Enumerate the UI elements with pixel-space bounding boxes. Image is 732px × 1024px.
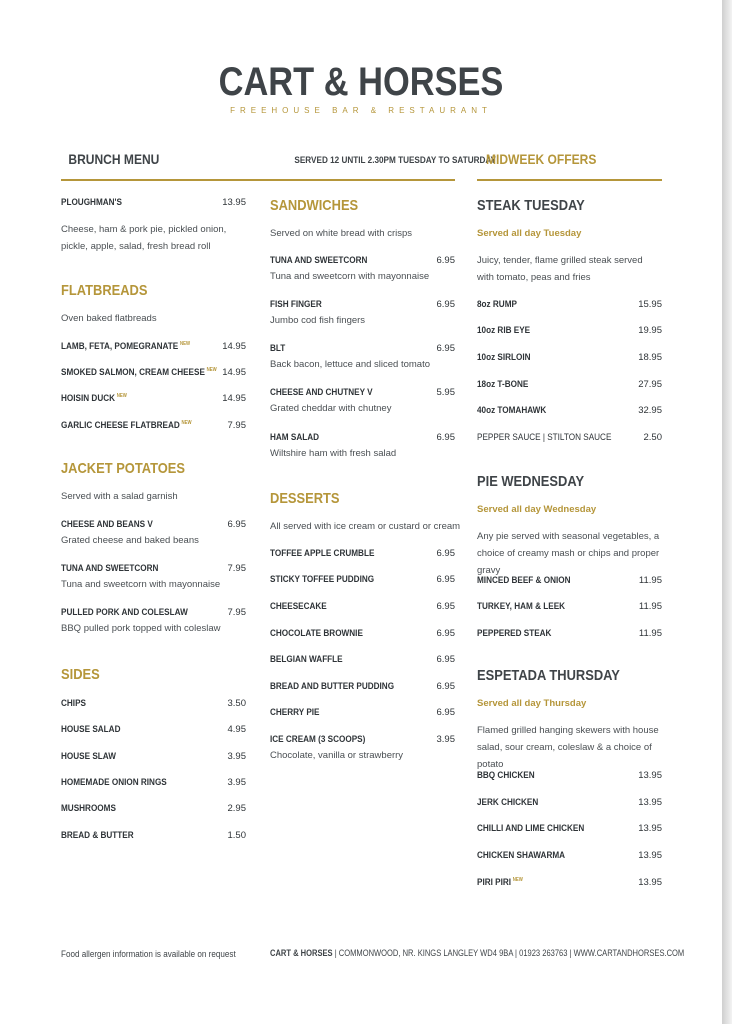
menu-item-cheesecake <box>270 601 455 615</box>
ploughmans-description: Cheese, ham & pork pie, pickled onion, pickle, apple, salad, fresh bread roll <box>61 224 227 252</box>
item-name: 10oz SIRLOIN <box>477 352 531 363</box>
menu-item-sirloin <box>477 352 662 366</box>
pie-served-note: Served all day Wednesday <box>477 504 597 515</box>
menu-item-ice-cream <box>270 734 455 761</box>
restaurant-title: CART & HORSES <box>218 60 504 104</box>
item-price: 15.95 <box>638 299 662 310</box>
item-note: BBQ pulled pork topped with coleslaw <box>61 623 221 634</box>
menu-item-sauces <box>477 432 662 446</box>
steak-served-note: Served all day Tuesday <box>477 228 582 239</box>
item-name: TUNA AND SWEETCORN <box>61 563 159 574</box>
menu-item-cheese-chutney <box>270 387 455 414</box>
espetada-description: Flamed grilled hanging skewers with house salad, sour cream, coleslaw & a choice of potato <box>477 725 659 770</box>
served-times: SERVED 12 UNTIL 2.30PM TUESDAY TO SATURDAY <box>294 155 496 166</box>
new-badge: NEW <box>512 877 523 883</box>
menu-item-house-slaw <box>61 751 246 765</box>
restaurant-subtitle: FREEHOUSE BAR & RESTAURANT <box>230 106 492 115</box>
item-price: 3.95 <box>227 777 246 788</box>
item-name: CHEESE AND BEANS V <box>61 519 153 530</box>
footer-address: | COMMONWOOD, NR. KINGS LANGLEY WD4 9BA | 01923 263763 | WWW.CARTANDHORSES.COM <box>332 948 685 958</box>
item-note: Grated cheddar with chutney <box>270 403 392 414</box>
desserts-title: DESSERTS <box>270 490 340 507</box>
item-price: 6.95 <box>436 628 455 639</box>
sides-title: SIDES <box>61 666 100 683</box>
jacket-potatoes-title: JACKET POTATOES <box>61 460 186 477</box>
item-name: GARLIC CHEESE FLATBREAD $^{NEW}$ <box>61 420 192 432</box>
item-note: Chocolate, vanilla or strawberry <box>270 750 404 761</box>
midweek-rule <box>477 179 662 181</box>
page-edge-shadow <box>722 0 732 1024</box>
item-price: 13.95 <box>638 823 662 834</box>
item-price: 6.95 <box>436 681 455 692</box>
item-price: 7.95 <box>227 607 246 618</box>
menu-item-chips <box>61 698 246 712</box>
menu-item-blt <box>270 343 455 370</box>
item-name: LAMB, FETA, POMEGRANATE $^{NEW}$ <box>61 341 191 353</box>
footer-contact <box>270 948 684 958</box>
item-name: ICE CREAM (3 SCOOPS) <box>270 734 366 745</box>
item-price: 13.95 <box>638 877 662 888</box>
pie-description: Any pie served with seasonal vegetables, a choice of creamy mash or chips and proper gravy <box>477 531 660 576</box>
item-note: Grated cheese and baked beans <box>61 535 199 546</box>
item-price: 7.95 <box>227 563 246 574</box>
item-price: 3.95 <box>436 734 455 745</box>
item-name: PEPPER SAUCE | STILTON SAUCE <box>477 432 612 443</box>
item-price: 13.95 <box>638 797 662 808</box>
menu-item-rump <box>477 299 662 313</box>
item-price: 6.95 <box>436 654 455 665</box>
item-name: CHEESE AND CHUTNEY V <box>270 387 373 398</box>
pie-wednesday-title: PIE WEDNESDAY <box>477 473 585 490</box>
menu-item-rib-eye <box>477 325 662 339</box>
item-name: HOMEMADE ONION RINGS <box>61 777 167 788</box>
item-name: CHIPS <box>61 698 86 709</box>
item-price: 6.95 <box>436 707 455 718</box>
item-price: 6.95 <box>436 432 455 443</box>
item-name: 10oz RIB EYE <box>477 325 531 336</box>
item-name: SMOKED SALMON, CREAM CHEESE $^{NEW}$ <box>61 367 217 379</box>
item-price: 11.95 <box>638 628 662 639</box>
item-name: BBQ CHICKEN <box>477 770 535 781</box>
item-price: 2.95 <box>227 803 246 814</box>
item-price: 6.95 <box>436 299 455 310</box>
item-name: CHEESECAKE <box>270 601 327 612</box>
item-name: BREAD & BUTTER <box>61 830 134 841</box>
desserts-description: All served with ice cream or custard or cream <box>270 521 461 532</box>
brunch-menu-heading: BRUNCH MENU <box>68 151 160 167</box>
item-price: 1.50 <box>227 830 246 841</box>
new-badge: NEW <box>116 393 127 399</box>
menu-item-lamb-feta <box>61 341 246 355</box>
item-name: TUNA AND SWEETCORN <box>270 255 368 266</box>
menu-item-peppered-steak <box>477 628 662 642</box>
steak-tuesday-title: STEAK TUESDAY <box>477 197 585 214</box>
menu-item-pulled-pork <box>61 607 246 634</box>
sandwiches-title: SANDWICHES <box>270 197 359 214</box>
flatbreads-description: Oven baked flatbreads <box>61 313 157 324</box>
item-note: Back bacon, lettuce and sliced tomato <box>270 359 431 370</box>
flatbreads-title: FLATBREADS <box>61 282 148 299</box>
new-badge: NEW <box>206 367 217 373</box>
item-price: 14.95 <box>222 393 246 404</box>
menu-item-bbq-chicken <box>477 770 662 784</box>
menu-item-mushrooms <box>61 803 246 817</box>
item-price: 13.95 <box>638 850 662 861</box>
menu-item-waffle <box>270 654 455 668</box>
menu-item-chilli-lime <box>477 823 662 837</box>
item-price: 32.95 <box>638 405 662 416</box>
item-name: BREAD AND BUTTER PUDDING <box>270 681 395 692</box>
item-price: 27.95 <box>638 379 662 390</box>
menu-item-ham-salad <box>270 432 455 459</box>
item-note: Tuna and sweetcorn with mayonnaise <box>61 579 221 590</box>
sandwiches-description: Served on white bread with crisps <box>270 228 413 239</box>
menu-item-toffee-apple <box>270 548 455 562</box>
item-name: 8oz RUMP <box>477 299 517 310</box>
item-name: MUSHROOMS <box>61 803 116 814</box>
item-price: 6.95 <box>436 548 455 559</box>
item-note: Tuna and sweetcorn with mayonnaise <box>270 271 430 282</box>
menu-item-tomahawk <box>477 405 662 419</box>
menu-item-t-bone <box>477 379 662 393</box>
footer-brand: CART & HORSES <box>270 948 333 958</box>
steak-description: Juicy, tender, flame grilled steak served with tomato, peas and fries <box>477 255 643 283</box>
brunch-rule <box>61 179 455 181</box>
jacket-description: Served with a salad garnish <box>61 491 178 502</box>
allergen-note: Food allergen information is available on request <box>61 949 236 959</box>
menu-item-house-salad <box>61 724 246 738</box>
item-price: 3.95 <box>227 751 246 762</box>
item-name: CHICKEN SHAWARMA <box>477 850 566 861</box>
item-name: HOUSE SALAD <box>61 724 121 735</box>
item-price: 11.95 <box>638 601 662 612</box>
menu-item-sticky-toffee <box>270 574 455 588</box>
item-name: PULLED PORK AND COLESLAW <box>61 607 188 618</box>
menu-item-cherry-pie <box>270 707 455 721</box>
item-name: PLOUGHMAN'S <box>61 197 122 208</box>
item-note: Wiltshire ham with fresh salad <box>270 448 397 459</box>
item-name: FISH FINGER <box>270 299 322 310</box>
menu-item-cheese-beans <box>61 519 246 546</box>
menu-item-brownie <box>270 628 455 642</box>
item-name: CHILLI AND LIME CHICKEN <box>477 823 585 834</box>
item-price: 11.95 <box>638 575 662 586</box>
item-price: 19.95 <box>638 325 662 336</box>
menu-item-tuna-jacket <box>61 563 246 590</box>
menu-item-turkey-ham-leek <box>477 601 662 615</box>
menu-item-smoked-salmon <box>61 367 246 381</box>
menu-item-tuna-sandwich <box>270 255 455 282</box>
item-name: HAM SALAD <box>270 432 320 443</box>
menu-item-bread-butter <box>61 830 246 844</box>
item-price: 7.95 <box>227 420 246 431</box>
item-price: 13.95 <box>638 770 662 781</box>
menu-item-bread-butter-pudding <box>270 681 455 695</box>
item-price: 13.95 <box>222 197 246 208</box>
item-price: 6.95 <box>436 601 455 612</box>
item-price: 6.95 <box>436 343 455 354</box>
item-name: CHERRY PIE <box>270 707 320 718</box>
menu-item-fish-finger <box>270 299 455 326</box>
item-name: JERK CHICKEN <box>477 797 539 808</box>
item-name: PIRI PIRI $^{NEW}$ <box>477 877 523 889</box>
item-price: 3.50 <box>227 698 246 709</box>
item-price: 14.95 <box>222 341 246 352</box>
new-badge: NEW <box>179 341 191 347</box>
item-name: 18oz T-BONE <box>477 379 529 390</box>
item-name: 40oz TOMAHAWK <box>477 405 547 416</box>
item-price: 5.95 <box>436 387 455 398</box>
item-price: 6.95 <box>436 255 455 266</box>
item-name: PEPPERED STEAK <box>477 628 552 639</box>
item-price: 18.95 <box>638 352 662 363</box>
menu-item-garlic-cheese <box>61 420 246 434</box>
new-badge: NEW <box>181 420 192 426</box>
item-price: 2.50 <box>643 432 662 443</box>
menu-item-jerk-chicken <box>477 797 662 811</box>
item-name: TURKEY, HAM & LEEK <box>477 601 566 612</box>
item-name: BELGIAN WAFFLE <box>270 654 343 665</box>
menu-item-piri-piri <box>477 877 662 891</box>
menu-item-onion-rings <box>61 777 246 791</box>
menu-item-ploughmans <box>61 197 246 211</box>
item-name: TOFFEE APPLE CRUMBLE <box>270 548 375 559</box>
item-price: 4.95 <box>227 724 246 735</box>
menu-item-hoisin-duck <box>61 393 246 407</box>
midweek-offers-heading: MIDWEEK OFFERS <box>485 151 597 167</box>
item-price: 6.95 <box>227 519 246 530</box>
item-name: HOUSE SLAW <box>61 751 116 762</box>
espetada-served-note: Served all day Thursday <box>477 698 587 709</box>
espetada-thursday-title: ESPETADA THURSDAY <box>477 667 620 684</box>
item-note: Jumbo cod fish fingers <box>270 315 366 326</box>
item-name: MINCED BEEF & ONION <box>477 575 571 586</box>
menu-item-shawarma <box>477 850 662 864</box>
item-name: CHOCOLATE BROWNIE <box>270 628 363 639</box>
item-price: 6.95 <box>436 574 455 585</box>
menu-item-minced-beef <box>477 575 662 589</box>
item-name: STICKY TOFFEE PUDDING <box>270 574 375 585</box>
item-price: 14.95 <box>222 367 246 378</box>
item-name: HOISIN DUCK $^{NEW}$ <box>61 393 127 405</box>
item-name: BLT <box>270 343 286 354</box>
